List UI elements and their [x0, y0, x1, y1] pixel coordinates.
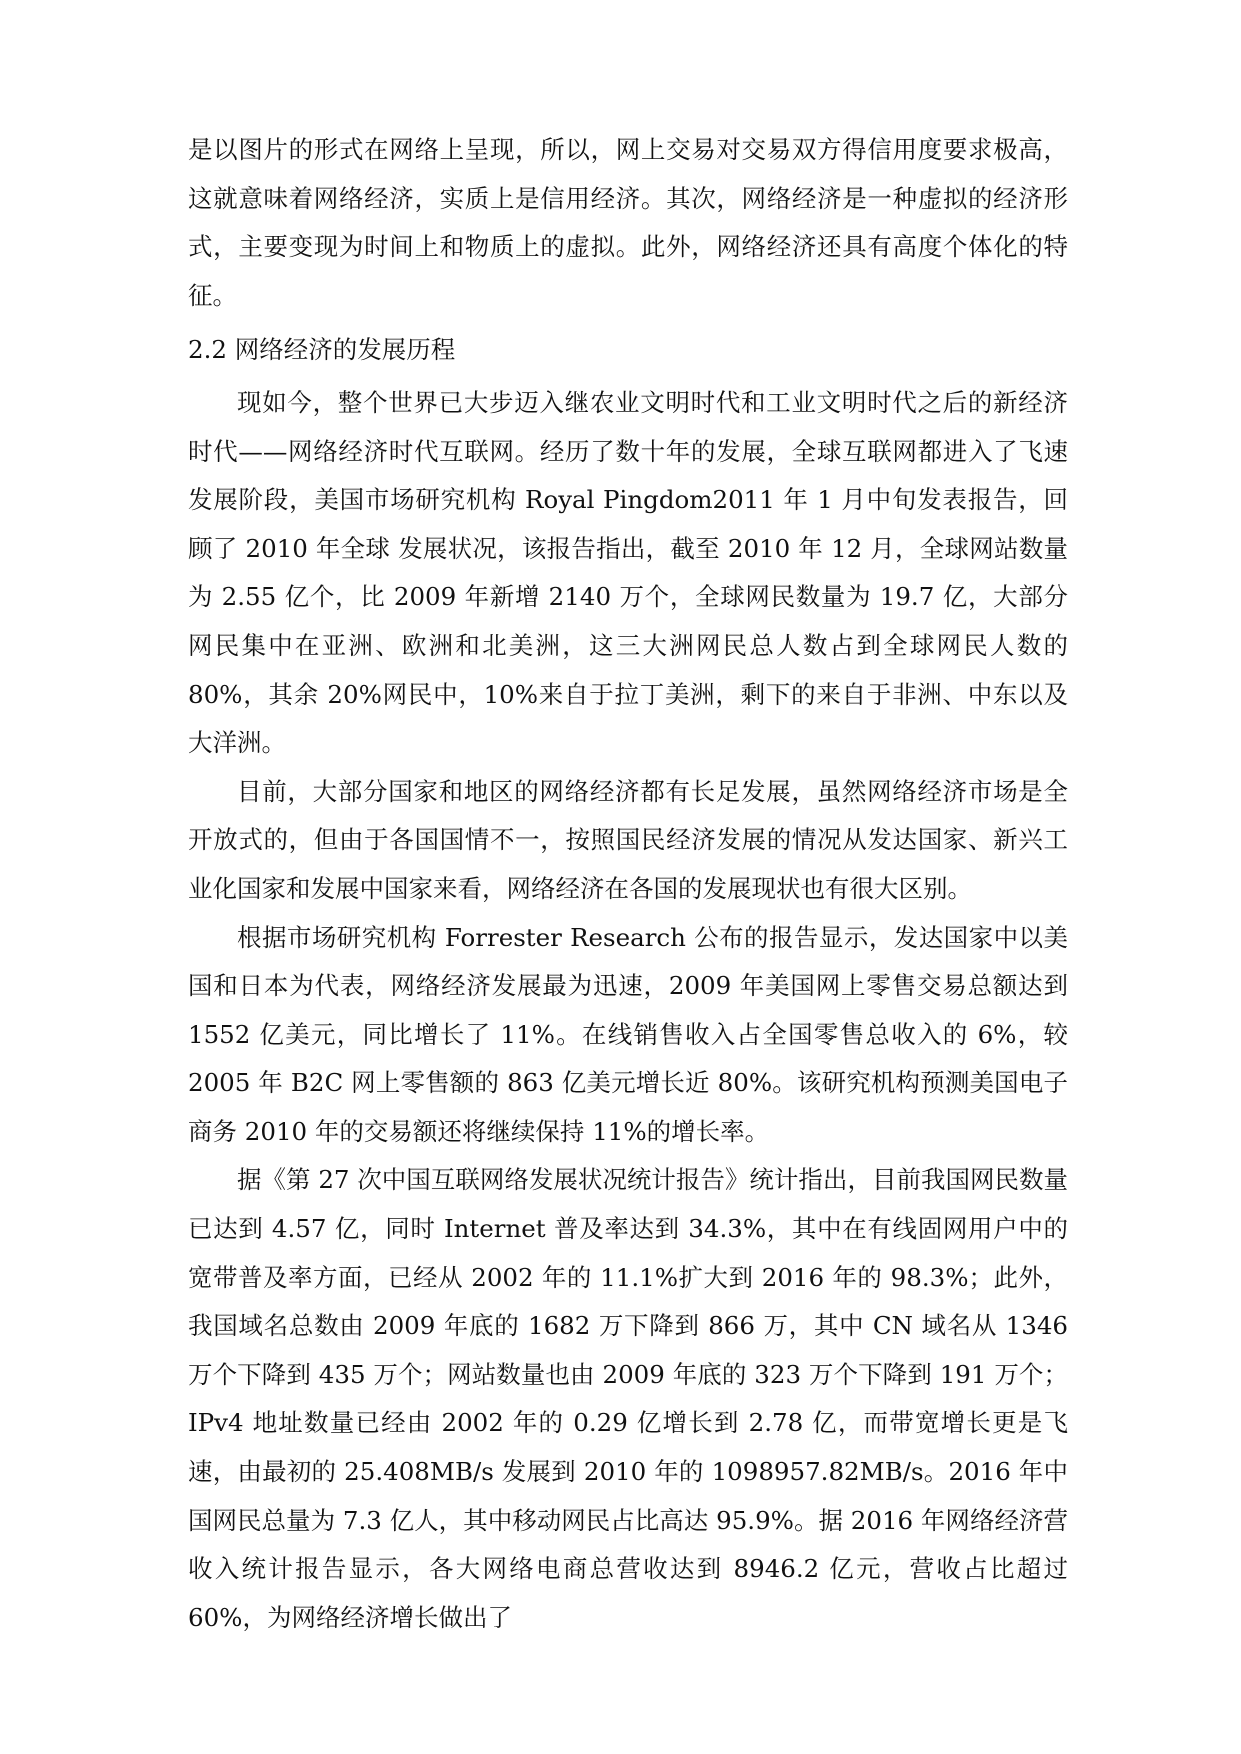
section-heading: 2.2 网络经济的发展历程 — [188, 335, 456, 365]
document-body — [188, 126, 1068, 1642]
paragraph-3: 根据市场研究机构 Forrester Research 公布的报告显示，发达国家中以美国和日本为代表，网络经济发展最为迅速，2009 年美国网上零售交易总额达到 1552 亿美元，同比增长了 11%。在线销售收入占全国零售总收入的 6%，较 2005 年 B2C 网上零售额的 863 亿美元增长近 80%。该研究机构预测美国电子商务 2010 年的交易额还将继续保持 11%的增长率。 — [188, 922, 1068, 1146]
paragraph-1: 现如今，整个世界已大步迈入继农业文明时代和工业文明时代之后的新经济时代——网络经济时代互联网。经历了数十年的发展，全球互联网都进入了飞速发展阶段，美国市场研究机构 Royal Pingdom2011 年 1 月中旬发表报告，回顾了 2010 年全球 发展状况，该报告指出，截至 2010 年 12 月，全球网站数量为 2.55 亿个，比 2009 年新增 2140 万个，全球网民数量为 19.7 亿，大部分网民集中在亚洲、欧洲和北美洲，这三大洲网民总人数占到全球网民人数的 80%，其余 20%网民中，10%来自于拉丁美洲，剩下的来自于非洲、中东以及大洋洲。 — [188, 387, 1068, 758]
paragraph-2: 目前，大部分国家和地区的网络经济都有长足发展，虽然网络经济市场是全开放式的，但由于各国国情不一，按照国民经济发展的情况从发达国家、新兴工业化国家和发展中国家来看，网络经济在各国的发展现状也有很大区别。 — [188, 776, 1068, 903]
continued-paragraph: 是以图片的形式在网络上呈现，所以，网上交易对交易双方得信用度要求极高，这就意味着网络经济，实质上是信用经济。其次，网络经济是一种虚拟的经济形式，主要变现为时间上和物质上的虚拟。此外，网络经济还具有高度个体化的特征。 — [188, 135, 1068, 310]
paragraph-4: 据《第 27 次中国互联网络发展状况统计报告》统计指出，目前我国网民数量已达到 4.57 亿，同时 Internet 普及率达到 34.3%，其中在有线固网用户中的宽带普及率方面，已经从 2002 年的 11.1%扩大到 2016 年的 98.3%；此外，我国域名总数由 2009 年底的 1682 万下降到 866 万，其中 CN 域名从 1346 万个下降到 435 万个；网站数量也由 2009 年底的 323 万个下降到 191 万个；IPv4 地址数量已经由 2002 年的 0.29 亿增长到 2.78 亿，而带宽增长更是飞速，由最初的 25.408MB/s 发展到 2010 年的 1098957.82MB/s。2016 年中国网民总量为 7.3 亿人，其中移动网民占比高达 95.9%。据 2016 年网络经济营收入统计报告显示，各大网络电商总营收达到 8946.2 亿元，营收占比超过 60%，为网络经济增长做出了 — [188, 1165, 1068, 1632]
